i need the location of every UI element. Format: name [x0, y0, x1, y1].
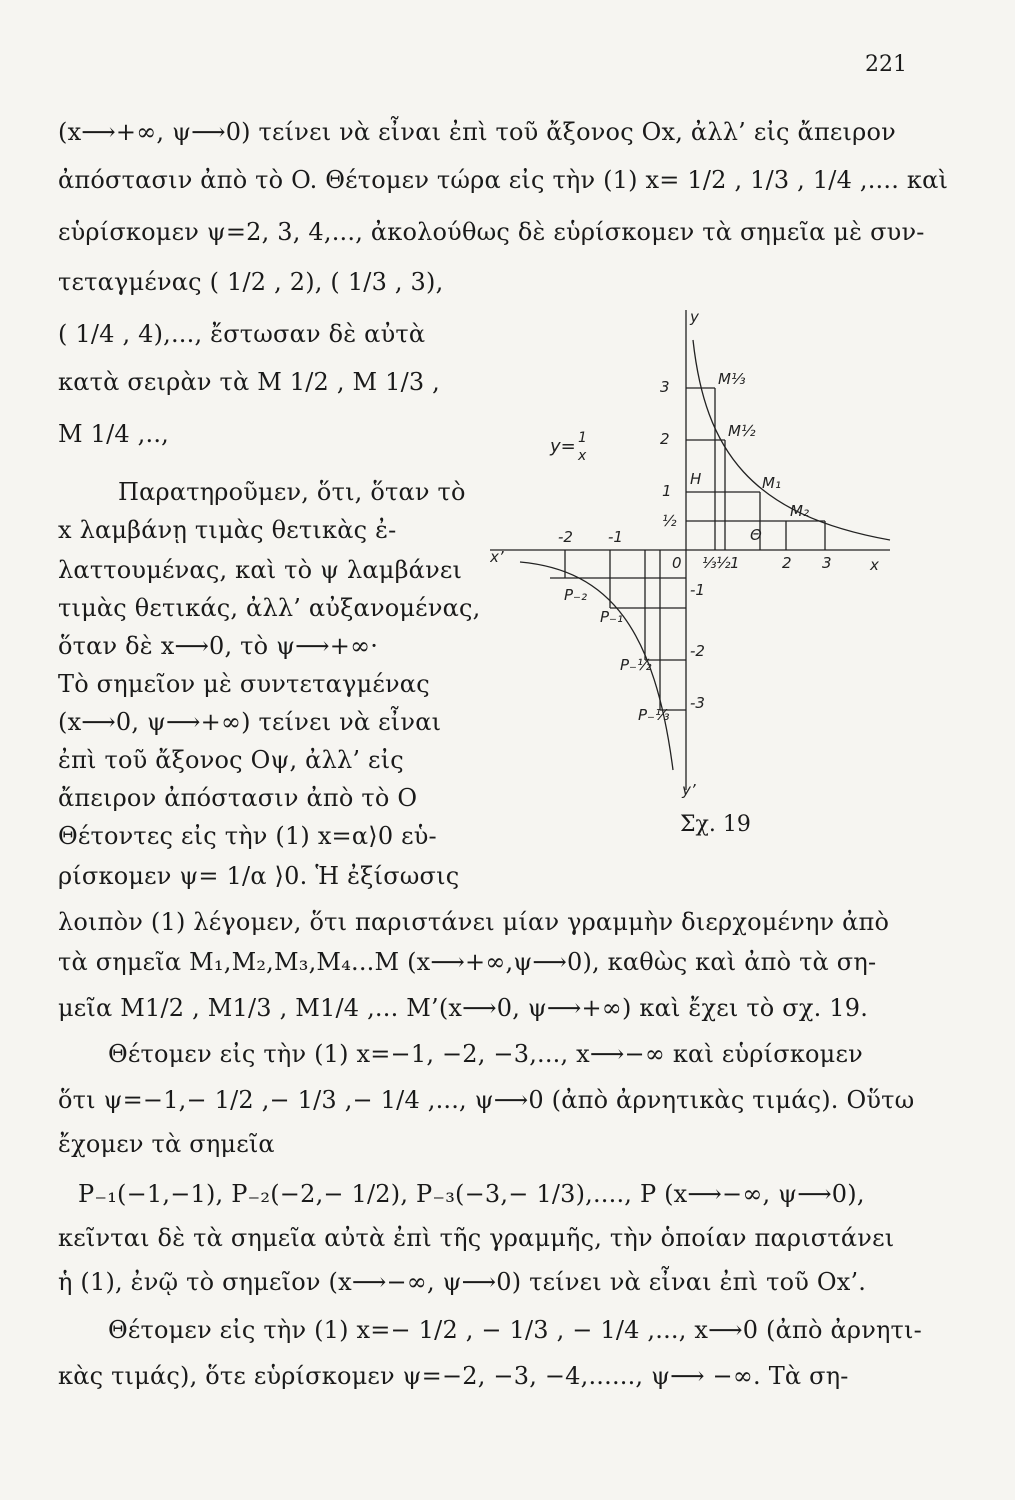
- text-line-12: ὅταν δὲ x⟶0, τὸ ψ⟶+∞·: [58, 632, 379, 660]
- text-line-9: x λαμβάνῃ τιμὰς θετικὰς ἐ-: [58, 516, 397, 544]
- y-neg-label: y’: [682, 781, 696, 799]
- svg-text:-2: -2: [558, 528, 573, 546]
- text-line-28: Θέτομεν εἰς τὴν (1) x=− 1/2 , − 1/3 , − 1/4 ,..., x⟶0 (ἀπὸ ἀρνητι-: [108, 1316, 922, 1344]
- figure-caption: Σχ. 19: [680, 812, 751, 837]
- x-neg-label: x’: [490, 548, 504, 566]
- svg-text:3: 3: [660, 378, 670, 396]
- svg-text:P₋⅓: P₋⅓: [638, 706, 670, 724]
- svg-text:3: 3: [822, 554, 832, 572]
- text-line-11: τιμὰς θετικάς, ἀλλ’ αὐξανομένας,: [58, 594, 481, 622]
- text-line-19: λοιπὸν (1) λέγομεν, ὅτι παριστάνει μίαν γραμμὴν διερχομένην ἀπὸ: [58, 908, 890, 936]
- svg-text:y=: y=: [550, 436, 576, 457]
- svg-text:-1: -1: [608, 528, 623, 546]
- text-line-22: Θέτομεν εἰς τὴν (1) x=−1, −2, −3,..., x⟶−∞ καὶ εὑρίσκομεν: [108, 1040, 863, 1068]
- svg-text:M⅓: M⅓: [718, 370, 746, 388]
- text-line-18: ρίσκομεν ψ= 1/α ⟩0. Ἡ ἐξίσωσις: [58, 862, 460, 890]
- page-number: 221: [865, 52, 907, 77]
- text-line-20: τὰ σημεῖα M₁,M₂,M₃,M₄...M (x⟶+∞,ψ⟶0), καθὼς καὶ ἀπὸ τὰ ση-: [58, 948, 877, 976]
- text-line-21: μεῖα M1/2 , M1/3 , M1/4 ,... M’(x⟶0, ψ⟶+∞) καὶ ἔχει τὸ σχ. 19.: [58, 994, 869, 1022]
- text-line-27: ἡ (1), ἐνῷ τὸ σημεῖον (x⟶−∞, ψ⟶0) τείνει νὰ εἶναι ἐπὶ τοῦ Ox’.: [58, 1268, 867, 1296]
- text-line-2: ἀπόστασιν ἀπὸ τὸ O. Θέτομεν τώρα εἰς τὴν (1) x= 1/2 , 1/3 , 1/4 ,.... καὶ: [58, 166, 949, 194]
- text-line-3: εὑρίσκομεν ψ=2, 3, 4,..., ἀκολούθως δὲ εὑρίσκομεν τὰ σημεῖα μὲ συν-: [58, 218, 925, 246]
- svg-text:1: 1: [662, 482, 672, 500]
- svg-text:M₂: M₂: [790, 502, 809, 520]
- svg-text:½: ½: [716, 554, 731, 572]
- svg-text:1: 1: [730, 554, 740, 572]
- svg-text:H: H: [690, 470, 702, 488]
- svg-text:M₁: M₁: [762, 474, 781, 492]
- text-line-16: ἄπειρον ἀπόστασιν ἀπὸ τὸ O: [58, 784, 418, 812]
- text-line-8: Παρατηροῦμεν, ὅτι, ὅταν τὸ: [118, 478, 466, 506]
- svg-text:-3: -3: [690, 694, 705, 712]
- text-line-1: (x⟶+∞, ψ⟶0) τείνει νὰ εἶναι ἐπὶ τοῦ ἄξονος Ox, ἀλλ’ εἰς ἄπειρον: [58, 118, 896, 146]
- svg-text:2: 2: [660, 430, 670, 448]
- text-line-14: (x⟶0, ψ⟶+∞) τείνει νὰ εἶναι: [58, 708, 442, 736]
- svg-text:x: x: [578, 448, 587, 464]
- text-line-25: P₋₁(−1,−1), P₋₂(−2,− 1/2), P₋₃(−3,− 1/3),...., P (x⟶−∞, ψ⟶0),: [78, 1180, 865, 1208]
- svg-text:1: 1: [578, 430, 587, 446]
- svg-text:⅓: ⅓: [702, 554, 717, 572]
- svg-text:P₋½: P₋½: [620, 656, 652, 674]
- svg-text:-2: -2: [690, 642, 705, 660]
- text-line-4: τεταγμένας ( 1/2 , 2), ( 1/3 , 3),: [58, 268, 444, 296]
- svg-text:Θ: Θ: [750, 526, 762, 544]
- text-line-13: Τὸ σημεῖον μὲ συντεταγμένας: [58, 670, 430, 698]
- text-line-7: M 1/4 ,..,: [58, 420, 169, 448]
- text-line-10: λαττουμένας, καὶ τὸ ψ λαμβάνει: [58, 556, 463, 584]
- text-line-23: ὅτι ψ=−1,− 1/2 ,− 1/3 ,− 1/4 ,..., ψ⟶0 (ἀπὸ ἀρνητικὰς τιμάς). Οὕτω: [58, 1086, 915, 1114]
- svg-text:P₋₂: P₋₂: [564, 586, 587, 604]
- text-line-15: ἐπὶ τοῦ ἄξονος Oψ, ἀλλ’ εἰς: [58, 746, 404, 774]
- svg-text:2: 2: [782, 554, 792, 572]
- y-axis-label: y: [690, 308, 699, 326]
- svg-text:0: 0: [672, 554, 682, 572]
- svg-text:M½: M½: [728, 422, 756, 440]
- text-line-29: κὰς τιμάς), ὅτε εὑρίσκομεν ψ=−2, −3, −4,......, ψ⟶ −∞. Τὰ ση-: [58, 1362, 849, 1390]
- text-line-6: κατὰ σειρὰν τὰ M 1/2 , M 1/3 ,: [58, 368, 440, 396]
- x-axis-label: x: [870, 556, 879, 574]
- svg-text:-1: -1: [690, 581, 705, 599]
- hyperbola-figure: [490, 300, 910, 810]
- svg-text:P₋₁: P₋₁: [600, 608, 623, 626]
- text-line-5: ( 1/4 , 4),..., ἔστωσαν δὲ αὐτὰ: [58, 320, 426, 348]
- text-line-24: ἔχομεν τὰ σημεῖα: [58, 1130, 275, 1158]
- text-line-26: κεῖνται δὲ τὰ σημεῖα αὐτὰ ἐπὶ τῆς γραμμῆς, τὴν ὁποίαν παριστάνει: [58, 1224, 895, 1252]
- text-line-17: Θέτοντες εἰς τὴν (1) x=α⟩0 εὑ-: [58, 822, 437, 850]
- svg-text:½: ½: [662, 512, 677, 530]
